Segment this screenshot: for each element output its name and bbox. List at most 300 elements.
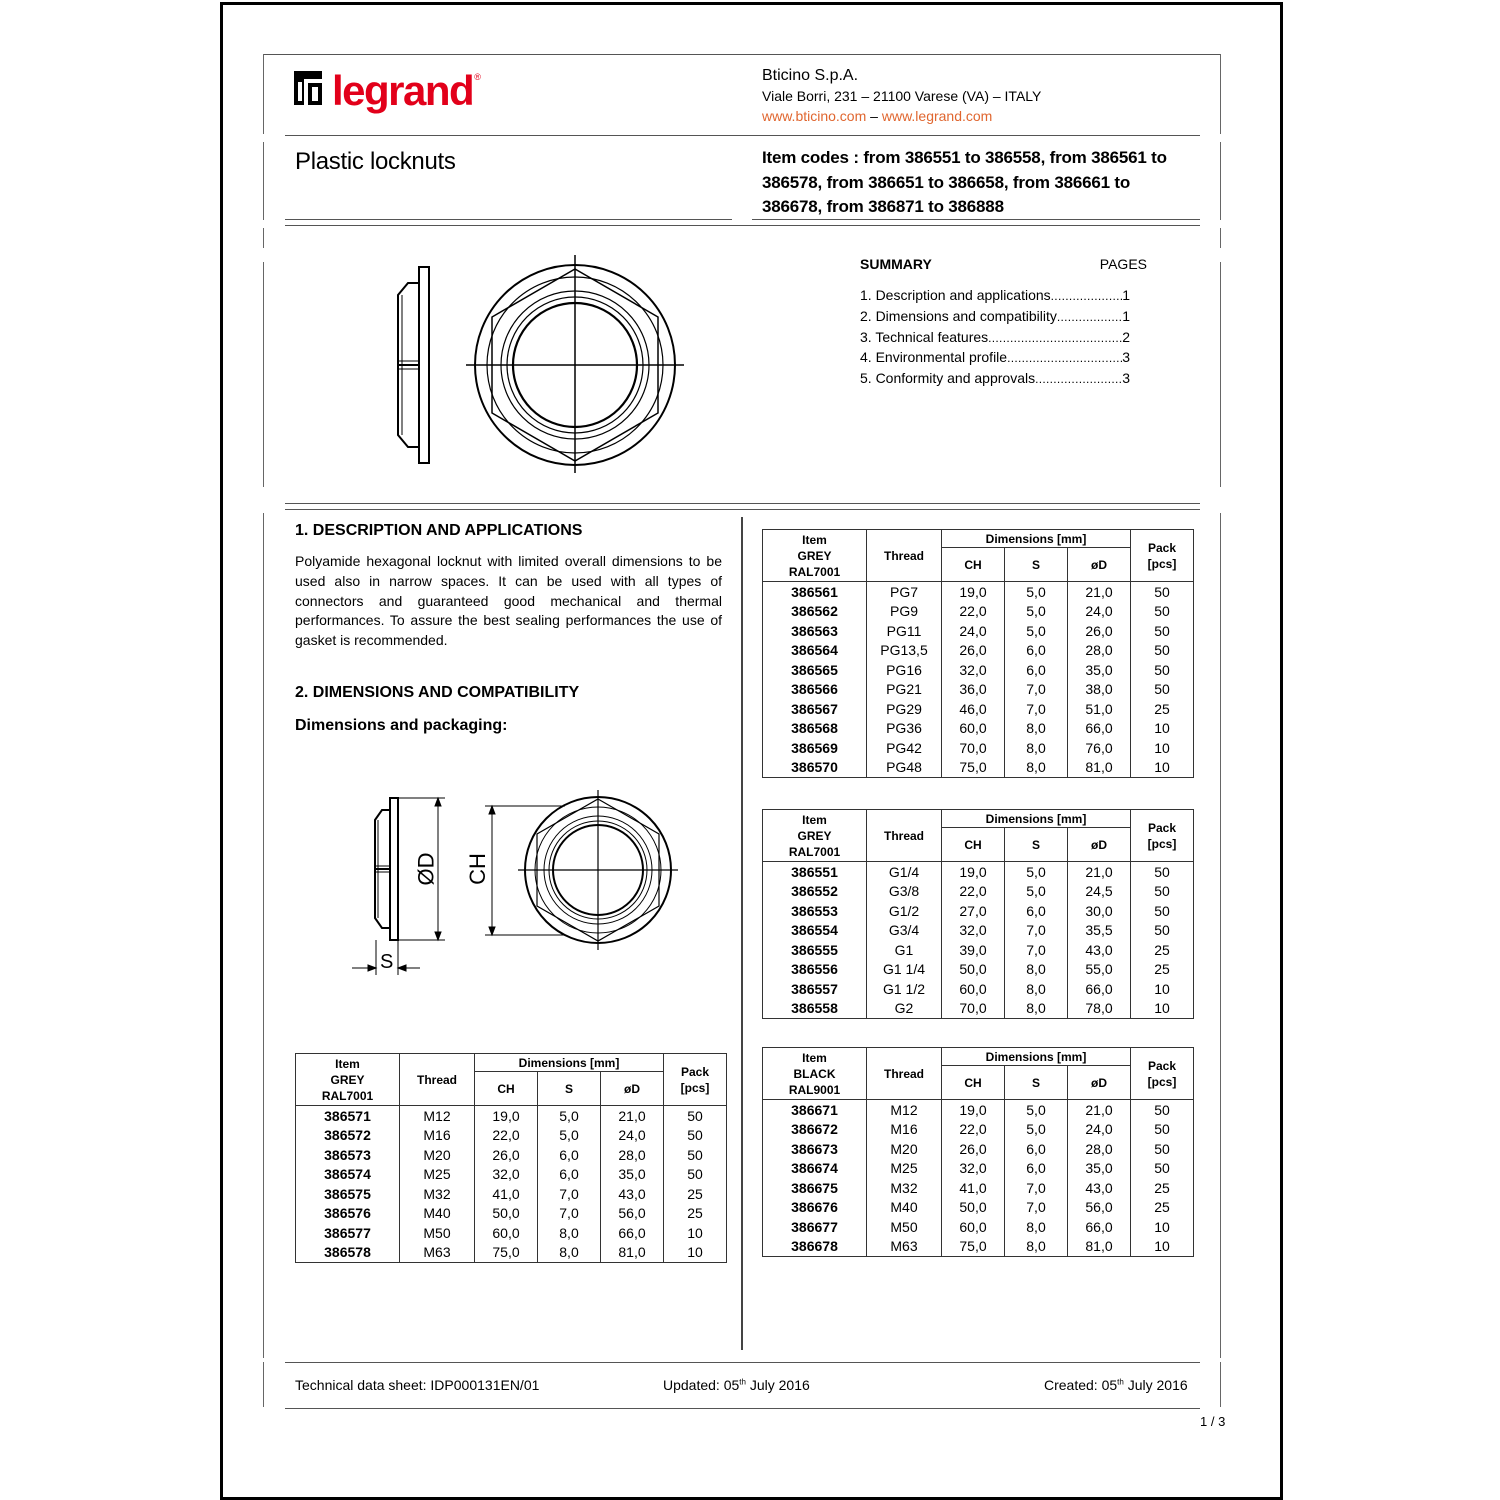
table-cell: G3/4 xyxy=(867,921,942,941)
table-cell: 32,0 xyxy=(942,921,1005,941)
table-cell: 8,0 xyxy=(1005,1237,1068,1257)
item-color: GREY xyxy=(797,548,832,563)
footer-rule xyxy=(285,1362,1200,1363)
summary-leader-dots xyxy=(1035,369,1122,390)
thread-header: Thread xyxy=(400,1054,475,1106)
table-cell: 60,0 xyxy=(942,719,1005,739)
table-cell: PG13,5 xyxy=(867,641,942,661)
table-cell: 50 xyxy=(1131,1100,1194,1120)
summary-item[interactable] xyxy=(860,307,1130,328)
table-cell: PG16 xyxy=(867,660,942,680)
table-cell: 50 xyxy=(1131,1139,1194,1159)
item-color: GREY xyxy=(330,1072,365,1087)
table-cell: 50 xyxy=(664,1165,727,1185)
registered-mark: ® xyxy=(474,72,481,82)
legrand-mark-icon xyxy=(292,68,326,108)
right-tick xyxy=(1220,513,1221,1358)
table-row xyxy=(296,1165,727,1185)
table-cell: 26,0 xyxy=(942,641,1005,661)
table-cell: 66,0 xyxy=(1068,979,1131,999)
table-cell: 7,0 xyxy=(538,1184,601,1204)
table-cell: 8,0 xyxy=(1005,960,1068,980)
table-cell: 25 xyxy=(1131,960,1194,980)
table-cell: M20 xyxy=(400,1145,475,1165)
left-tick xyxy=(263,54,264,134)
table-cell: 386571 xyxy=(296,1106,400,1126)
ch-dimension-label: CH xyxy=(464,853,490,885)
item-color: BLACK xyxy=(793,1066,836,1081)
table-cell: 5,0 xyxy=(1005,882,1068,902)
table-cell: 22,0 xyxy=(942,882,1005,902)
updated-prefix: Updated: 05 xyxy=(663,1377,740,1393)
table-cell: 21,0 xyxy=(1068,582,1131,602)
spec-table xyxy=(762,529,1194,778)
table-cell: 5,0 xyxy=(1005,582,1068,602)
table-cell: 7,0 xyxy=(1005,699,1068,719)
table-cell: 25 xyxy=(1131,1198,1194,1218)
section-2-heading: 2. DIMENSIONS AND COMPATIBILITY xyxy=(295,684,580,701)
table-cell: M25 xyxy=(867,1159,942,1179)
updated-sup: th xyxy=(739,1377,746,1387)
spec-table xyxy=(295,1053,727,1263)
table-row xyxy=(763,862,1194,882)
section-rule xyxy=(285,503,1200,504)
table-row xyxy=(296,1204,727,1224)
right-tick xyxy=(1220,142,1221,220)
table-cell: 386565 xyxy=(763,660,867,680)
ch-header: CH xyxy=(942,1066,1005,1100)
table-cell: 386671 xyxy=(763,1100,867,1120)
table-cell: 28,0 xyxy=(1068,1139,1131,1159)
table-cell: 386573 xyxy=(296,1145,400,1165)
table-cell: 25 xyxy=(1131,1178,1194,1198)
summary xyxy=(860,256,1160,390)
table-cell: 32,0 xyxy=(942,1159,1005,1179)
table-cell: 8,0 xyxy=(1005,1217,1068,1237)
table-row xyxy=(763,602,1194,622)
table-cell: PG29 xyxy=(867,699,942,719)
table-cell: PG42 xyxy=(867,738,942,758)
table-cell: 75,0 xyxy=(942,758,1005,778)
table-cell: 22,0 xyxy=(942,1120,1005,1140)
item-header xyxy=(763,530,867,582)
table-cell: 24,0 xyxy=(601,1126,664,1146)
s-header: S xyxy=(1005,1066,1068,1100)
summary-item[interactable] xyxy=(860,328,1130,349)
table-cell: 10 xyxy=(1131,979,1194,999)
table-cell: 8,0 xyxy=(1005,719,1068,739)
pack-header-unit: [pcs] xyxy=(1147,836,1177,851)
table-cell: 6,0 xyxy=(1005,660,1068,680)
table-row xyxy=(763,1120,1194,1140)
summary-leader-dots xyxy=(988,328,1122,349)
summary-item-label: 2. Dimensions and compatibility xyxy=(860,307,1057,324)
table-cell: 386569 xyxy=(763,738,867,758)
summary-leader-dots xyxy=(1057,307,1122,328)
dimensions-header: Dimensions [mm] xyxy=(942,530,1131,548)
right-tick xyxy=(1220,228,1221,248)
table-row xyxy=(763,699,1194,719)
od-header: øD xyxy=(601,1072,664,1106)
summary-item[interactable] xyxy=(860,348,1130,369)
table-cell: G1/2 xyxy=(867,901,942,921)
table-cell: 26,0 xyxy=(475,1145,538,1165)
table-cell: 81,0 xyxy=(1068,758,1131,778)
table-cell: 386557 xyxy=(763,979,867,999)
table-row xyxy=(763,960,1194,980)
table-cell: 386558 xyxy=(763,999,867,1019)
table-cell: 19,0 xyxy=(475,1106,538,1126)
od-header: øD xyxy=(1068,828,1131,862)
table-cell: 386673 xyxy=(763,1139,867,1159)
left-tick xyxy=(263,513,264,1358)
title-rule-2 xyxy=(285,225,1200,226)
table-cell: 386570 xyxy=(763,758,867,778)
table-cell: 5,0 xyxy=(538,1126,601,1146)
table-cell: 50 xyxy=(664,1106,727,1126)
table-row xyxy=(763,680,1194,700)
table-row xyxy=(763,1237,1194,1257)
dimensions-header: Dimensions [mm] xyxy=(942,1048,1131,1066)
table-cell: M40 xyxy=(400,1204,475,1224)
summary-title: SUMMARY xyxy=(860,256,932,272)
locknut-drawing-top xyxy=(390,255,690,475)
table-row xyxy=(763,1178,1194,1198)
table-cell: 386564 xyxy=(763,641,867,661)
table-cell: 50 xyxy=(1131,582,1194,602)
table-cell: 386577 xyxy=(296,1223,400,1243)
item-header-label: Item xyxy=(335,1056,360,1071)
section-2-subheading: Dimensions and packaging: xyxy=(295,717,508,734)
summary-item-page: 1 xyxy=(1122,307,1130,324)
table-cell: 386568 xyxy=(763,719,867,739)
table-cell: 46,0 xyxy=(942,699,1005,719)
table-cell: 8,0 xyxy=(538,1243,601,1263)
table-cell: M50 xyxy=(400,1223,475,1243)
table-cell: 6,0 xyxy=(538,1165,601,1185)
table-row xyxy=(763,1217,1194,1237)
table-cell: 8,0 xyxy=(1005,738,1068,758)
table-row xyxy=(296,1243,727,1263)
ch-header: CH xyxy=(942,548,1005,582)
table-cell: 50 xyxy=(1131,882,1194,902)
table-cell: 8,0 xyxy=(538,1223,601,1243)
table-cell: 6,0 xyxy=(1005,901,1068,921)
left-tick xyxy=(263,1362,264,1407)
table-cell: 75,0 xyxy=(942,1237,1005,1257)
table-cell: 10 xyxy=(1131,758,1194,778)
table-cell: 10 xyxy=(1131,1217,1194,1237)
table-cell: M12 xyxy=(867,1100,942,1120)
table-cell: 50 xyxy=(1131,602,1194,622)
table-cell: 43,0 xyxy=(1068,1178,1131,1198)
s-header: S xyxy=(1005,548,1068,582)
company-address: Viale Borri, 231 – 21100 Varese (VA) – ITALY xyxy=(762,88,1042,104)
web-separator: – xyxy=(866,108,882,124)
table-cell: 50 xyxy=(1131,680,1194,700)
table-row xyxy=(763,1159,1194,1179)
table-cell: 5,0 xyxy=(1005,602,1068,622)
summary-leader-dots xyxy=(1051,286,1123,307)
pack-header xyxy=(664,1054,727,1106)
summary-item-label: 1. Description and applications xyxy=(860,287,1051,303)
table-cell: 10 xyxy=(1131,999,1194,1019)
table-cell: 386563 xyxy=(763,621,867,641)
table-row xyxy=(763,621,1194,641)
table-cell: 50 xyxy=(1131,1120,1194,1140)
table-cell: 56,0 xyxy=(1068,1198,1131,1218)
table-row xyxy=(763,641,1194,661)
pack-header-unit: [pcs] xyxy=(680,1080,710,1095)
table-cell: 50 xyxy=(1131,901,1194,921)
legrand-link[interactable]: www.legrand.com xyxy=(881,108,993,124)
table-cell: M32 xyxy=(867,1178,942,1198)
od-dimension-label: ØD xyxy=(413,852,439,886)
table-cell: 386677 xyxy=(763,1217,867,1237)
table-cell: 50 xyxy=(1131,862,1194,882)
table-cell: 5,0 xyxy=(1005,621,1068,641)
table-cell: 21,0 xyxy=(1068,862,1131,882)
table-row xyxy=(296,1223,727,1243)
item-codes: Item codes : from 386551 to 386558, from 386561 to 386578, from 386651 to 386658, from 386661 to 386678, from 386871 to 386888 xyxy=(762,148,1167,216)
item-header xyxy=(763,810,867,862)
item-color: GREY xyxy=(797,828,832,843)
table-cell: 26,0 xyxy=(942,1139,1005,1159)
item-ral: RAL7001 xyxy=(788,564,841,579)
table-row xyxy=(763,999,1194,1019)
table-cell: 386562 xyxy=(763,602,867,622)
table-cell: 6,0 xyxy=(1005,1139,1068,1159)
footer-created xyxy=(1044,1377,1188,1393)
logo-wordmark: legrand xyxy=(332,67,474,114)
table-cell: 66,0 xyxy=(1068,1217,1131,1237)
table-cell: 386674 xyxy=(763,1159,867,1179)
table-row xyxy=(763,1139,1194,1159)
table-cell: 386561 xyxy=(763,582,867,602)
table-cell: 60,0 xyxy=(942,979,1005,999)
od-header: øD xyxy=(1068,1066,1131,1100)
table-row xyxy=(763,582,1194,602)
table-cell: 32,0 xyxy=(475,1165,538,1185)
table-cell: 25 xyxy=(1131,940,1194,960)
created-suffix: July 2016 xyxy=(1123,1377,1188,1393)
table-cell: 60,0 xyxy=(475,1223,538,1243)
summary-item-label: 3. Technical features xyxy=(860,328,989,345)
table-row xyxy=(763,979,1194,999)
table-cell: 43,0 xyxy=(601,1184,664,1204)
table-cell: 19,0 xyxy=(942,582,1005,602)
table-cell: M50 xyxy=(867,1217,942,1237)
summary-list xyxy=(860,286,1160,390)
table-cell: M63 xyxy=(400,1243,475,1263)
table-cell: 386556 xyxy=(763,960,867,980)
table-cell: 5,0 xyxy=(1005,1120,1068,1140)
table-row xyxy=(763,882,1194,902)
table-cell: 386675 xyxy=(763,1178,867,1198)
table-cell: 7,0 xyxy=(1005,1198,1068,1218)
table-cell: G1 1/2 xyxy=(867,979,942,999)
pack-header-label: Pack xyxy=(1147,820,1177,835)
table-cell: 60,0 xyxy=(942,1217,1005,1237)
locknut-dimension-drawing xyxy=(350,790,680,980)
table-cell: 5,0 xyxy=(538,1106,601,1126)
summary-item-label: 5. Conformity and approvals xyxy=(860,370,1036,387)
table-cell: 19,0 xyxy=(942,862,1005,882)
od-header: øD xyxy=(1068,548,1131,582)
table-cell: 50,0 xyxy=(475,1204,538,1224)
item-header xyxy=(763,1048,867,1100)
table-cell: 5,0 xyxy=(1005,1100,1068,1120)
table-cell: 10 xyxy=(1131,738,1194,758)
table-cell: 21,0 xyxy=(601,1106,664,1126)
table-cell: 75,0 xyxy=(475,1243,538,1263)
table-cell: 6,0 xyxy=(1005,641,1068,661)
table-row xyxy=(763,1198,1194,1218)
dimensions-header: Dimensions [mm] xyxy=(942,810,1131,828)
table-row xyxy=(296,1126,727,1146)
table-cell: 39,0 xyxy=(942,940,1005,960)
table-cell: 35,0 xyxy=(1068,1159,1131,1179)
table-cell: 386553 xyxy=(763,901,867,921)
table-cell: 6,0 xyxy=(1005,1159,1068,1179)
summary-item-page: 2 xyxy=(1122,328,1130,345)
table-cell: 50 xyxy=(1131,660,1194,680)
summary-item-page: 3 xyxy=(1122,349,1130,366)
right-tick xyxy=(1220,54,1221,134)
pack-header-unit: [pcs] xyxy=(1147,556,1177,571)
left-tick xyxy=(263,142,264,220)
table-cell: 5,0 xyxy=(1005,862,1068,882)
section-1-text: Polyamide hexagonal locknut with limited overall dimensions to be used also in narrow spaces. It can be used with all types of connectors and guaranteed good mechanical and thermal performances. To assure the best sealing performances the use of gasket is recommended. xyxy=(295,553,722,649)
item-header-label: Item xyxy=(802,532,827,547)
right-tick xyxy=(1220,262,1221,487)
dimensions-header: Dimensions [mm] xyxy=(475,1054,664,1072)
left-tick xyxy=(263,228,264,248)
table-cell: 7,0 xyxy=(1005,940,1068,960)
table-cell: 7,0 xyxy=(538,1204,601,1224)
left-tick xyxy=(263,262,264,487)
table-cell: 386574 xyxy=(296,1165,400,1185)
table-cell: 50,0 xyxy=(942,960,1005,980)
table-cell: 70,0 xyxy=(942,738,1005,758)
item-header-label: Item xyxy=(802,1050,827,1065)
table-cell: 25 xyxy=(664,1204,727,1224)
table-cell: 36,0 xyxy=(942,680,1005,700)
table-cell: 50 xyxy=(1131,621,1194,641)
table-cell: M12 xyxy=(400,1106,475,1126)
table-cell: 32,0 xyxy=(942,660,1005,680)
table-cell: 386551 xyxy=(763,862,867,882)
top-rule xyxy=(263,54,1221,55)
spec-table xyxy=(762,809,1194,1019)
summary-item[interactable] xyxy=(860,286,1130,307)
table-cell: M16 xyxy=(400,1126,475,1146)
footer-updated xyxy=(663,1377,810,1393)
table-cell: 25 xyxy=(664,1184,727,1204)
table-cell: 24,0 xyxy=(1068,1120,1131,1140)
table-cell: 56,0 xyxy=(601,1204,664,1224)
thread-header: Thread xyxy=(867,810,942,862)
pack-header xyxy=(1131,1048,1194,1100)
table-cell: 35,0 xyxy=(1068,660,1131,680)
table-row xyxy=(763,940,1194,960)
table-cell: 55,0 xyxy=(1068,960,1131,980)
thread-header: Thread xyxy=(867,1048,942,1100)
table-cell: M40 xyxy=(867,1198,942,1218)
table-cell: 386572 xyxy=(296,1126,400,1146)
pack-header-label: Pack xyxy=(1147,540,1177,555)
updated-suffix: July 2016 xyxy=(745,1377,810,1393)
table-cell: 50 xyxy=(1131,1159,1194,1179)
table-cell: 25 xyxy=(1131,699,1194,719)
table-cell: 7,0 xyxy=(1005,1178,1068,1198)
table-cell: PG11 xyxy=(867,621,942,641)
table-cell: 7,0 xyxy=(1005,680,1068,700)
table-cell: 35,0 xyxy=(601,1165,664,1185)
table-row xyxy=(296,1184,727,1204)
table-row xyxy=(763,719,1194,739)
ch-header: CH xyxy=(475,1072,538,1106)
table-cell: 22,0 xyxy=(475,1126,538,1146)
table-cell: 35,5 xyxy=(1068,921,1131,941)
table-cell: 8,0 xyxy=(1005,758,1068,778)
summary-item[interactable] xyxy=(860,369,1130,390)
table-cell: 50 xyxy=(664,1145,727,1165)
table-cell: 28,0 xyxy=(1068,641,1131,661)
table-cell: 386678 xyxy=(763,1237,867,1257)
table-cell: 386676 xyxy=(763,1198,867,1218)
page-number: 1 / 3 xyxy=(1200,1414,1226,1429)
table-cell: 386578 xyxy=(296,1243,400,1263)
bticino-link[interactable]: www.bticino.com xyxy=(762,108,867,124)
footer-rule-2 xyxy=(285,1408,1200,1409)
title-rule xyxy=(285,219,732,220)
spec-table xyxy=(762,1047,1194,1257)
table-cell: 386576 xyxy=(296,1204,400,1224)
created-sup: th xyxy=(1117,1377,1124,1387)
item-ral: RAL7001 xyxy=(788,844,841,859)
table-cell: 24,5 xyxy=(1068,882,1131,902)
table-cell: 38,0 xyxy=(1068,680,1131,700)
table-cell: 7,0 xyxy=(1005,921,1068,941)
thread-header: Thread xyxy=(867,530,942,582)
table-cell: 50 xyxy=(1131,641,1194,661)
table-cell: 66,0 xyxy=(1068,719,1131,739)
table-cell: 10 xyxy=(1131,719,1194,739)
pack-header xyxy=(1131,810,1194,862)
table-row xyxy=(763,901,1194,921)
table-cell: M25 xyxy=(400,1165,475,1185)
table-cell: 19,0 xyxy=(942,1100,1005,1120)
table-cell: 26,0 xyxy=(1068,621,1131,641)
table-row xyxy=(296,1106,727,1126)
footer-sheet-id: Technical data sheet: IDP000131EN/01 xyxy=(295,1377,540,1393)
table-cell: M63 xyxy=(867,1237,942,1257)
section-1-heading: 1. DESCRIPTION AND APPLICATIONS xyxy=(295,522,583,539)
table-cell: PG36 xyxy=(867,719,942,739)
summary-leader-dots xyxy=(1007,348,1122,369)
summary-item-label: 4. Environmental profile xyxy=(860,349,1008,366)
table-row xyxy=(763,738,1194,758)
table-cell: G2 xyxy=(867,999,942,1019)
table-cell: 70,0 xyxy=(942,999,1005,1019)
pack-header-label: Pack xyxy=(680,1064,710,1079)
table-cell: 41,0 xyxy=(942,1178,1005,1198)
table-cell: M16 xyxy=(867,1120,942,1140)
s-header: S xyxy=(1005,828,1068,862)
table-cell: 43,0 xyxy=(1068,940,1131,960)
table-row xyxy=(763,921,1194,941)
